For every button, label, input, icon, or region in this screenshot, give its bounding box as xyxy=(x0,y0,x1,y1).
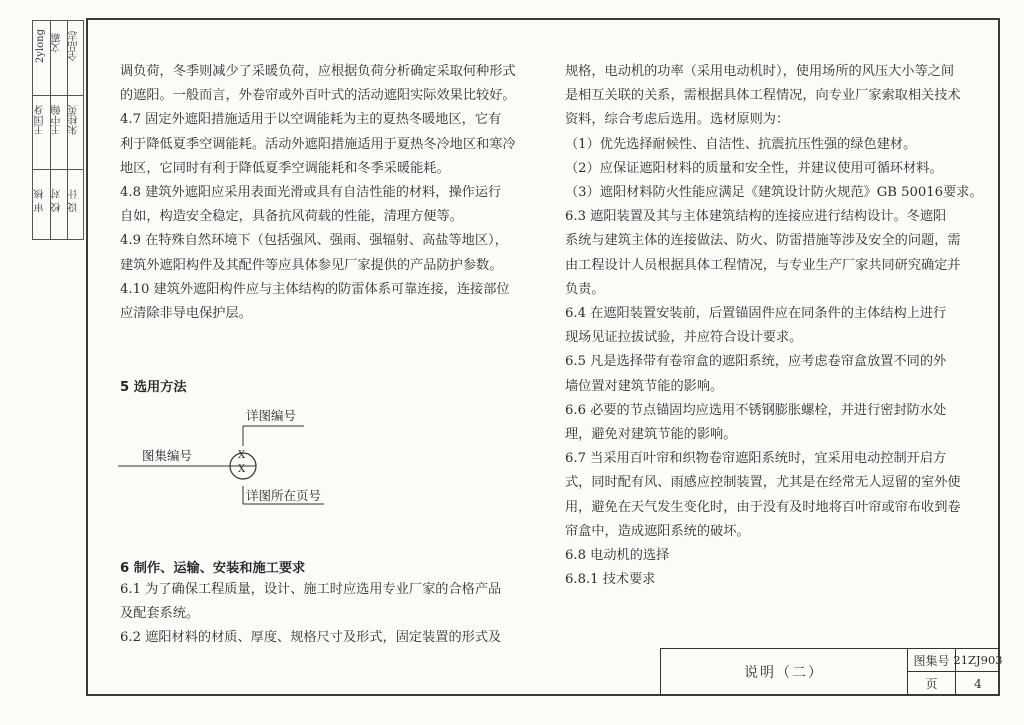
page-label: 页 xyxy=(908,672,956,695)
text-line: 应清除非导电保护层。 xyxy=(120,306,252,322)
text-line: 理，避免对建筑节能的影响。 xyxy=(565,427,737,443)
text-line: 6.8 电动机的选择 xyxy=(565,548,670,564)
text-line: 4.8 建筑外遮阳应采用表面光滑或具有自洁性能的材料，操作运行 xyxy=(120,185,502,201)
text-line: 式，同时配有风、雨感应控制装置，尤其是在经常无人逗留的室外使 xyxy=(565,475,961,491)
signature: 朱桂英 xyxy=(69,105,80,135)
page-number: 4 xyxy=(974,676,982,691)
text-line: 6.2 遮阳材料的材质、厚度、规格尺寸及形式，固定装置的形式及 xyxy=(120,630,502,646)
signature: 王中翰 xyxy=(52,105,63,135)
signature: 王国身 xyxy=(35,105,46,135)
signature: 文霸 xyxy=(52,33,63,53)
title-block-grid xyxy=(907,649,1003,695)
text-line: 6.3 遮阳装置及其与主体建筑结构的连接应进行结构设计。冬遮阳 xyxy=(565,209,947,225)
role-label: 设 计 xyxy=(69,189,80,213)
left-column-text-6 xyxy=(120,578,520,651)
text-line: 地区，它同时有利于降低夏季空调能耗和冬季采暖能耗。 xyxy=(120,160,450,176)
text-line: 及配套系统。 xyxy=(120,606,200,622)
atlas-number-label: 图集号 xyxy=(908,649,956,672)
role-label: 审 核 xyxy=(35,189,46,213)
title-block xyxy=(660,648,1003,696)
drawing-title: 说明（二） xyxy=(744,665,824,681)
text-line: 6.1 为了确保工程质量，设计、施工时应选用专业厂家的合格产品 xyxy=(120,582,502,597)
text-line: 6.6 必要的节点锚固均应选用不锈钢膨胀螺栓，并进行密封防水处 xyxy=(565,402,947,418)
text-line: （3）遮阳材料防火性能应满足《建筑设计防火规范》GB 50016要求。 xyxy=(565,185,983,201)
atlas-number-label: 图集编号 xyxy=(142,448,193,463)
page-location-label: 详图所在页号 xyxy=(246,488,322,503)
right-column-text xyxy=(565,60,983,592)
text-line: 负责。 xyxy=(565,281,605,297)
text-line: （1）优先选择耐候性、自洁性、抗震抗压性强的绿色建材。 xyxy=(565,136,917,152)
text-line: 6.5 凡是选择带有卷帘盒的遮阳系统，应考虑卷帘盒放置不同的外 xyxy=(565,354,947,370)
text-line: 4.7 固定外遮阳措施适用于以空调能耗为主的夏热冬暖地区，它有 xyxy=(120,112,502,128)
signature: 2ylong xyxy=(35,29,46,64)
index-symbol-diagram xyxy=(118,400,358,520)
left-column-text xyxy=(120,60,520,326)
signature-column xyxy=(32,20,84,240)
text-line: 自如，构造安全稳定，具备抗风荷载的性能，清理方便等。 xyxy=(120,209,463,225)
text-line: 6.4 在遮阳装置安装前，后置锚固件应在同条件的主体结构上进行 xyxy=(565,306,947,322)
text-line: 用，避免在天气发生变化时，由于没有及时地将百叶帘或帘布收到卷 xyxy=(565,499,961,515)
text-line: 6.7 当采用百叶帘和织物卷帘遮阳系统时，宜采用电动控制开启方 xyxy=(565,451,947,467)
text-line: 利于降低夏季空调能耗。活动外遮阳措施适用于夏热冬冷地区和寒冷 xyxy=(120,136,516,152)
text-line: 资料，综合考虑后选用。选材原则为： xyxy=(565,112,790,128)
text-line: 规格，电动机的功率（采用电动机时），使用场所的风压大小等之间 xyxy=(565,64,955,79)
text-line: 帘盒中，造成遮阳系统的破坏。 xyxy=(565,523,750,539)
text-line: 4.10 建筑外遮阳构件应与主体结构的防雷体系可靠连接，连接部位 xyxy=(120,281,510,297)
symbol-bottom-x: X xyxy=(238,464,246,475)
detail-number-label: 详图编号 xyxy=(246,408,297,423)
signature: 全品志 xyxy=(69,31,80,61)
text-line: （2）应保证遮阳材料的质量和安全性，并建议使用可循环材料。 xyxy=(565,160,943,176)
atlas-number-value: 21ZJ903 xyxy=(956,649,1000,672)
text-line: 由工程设计人员根据具体工程情况，与专业生产厂家共同研究确定并 xyxy=(565,257,961,273)
text-line: 墙位置对建筑节能的影响。 xyxy=(565,378,724,394)
section-heading-6: 6 制作、运输、安装和施工要求 xyxy=(120,561,306,576)
text-line: 系统与建筑主体的连接做法、防火、防雷措施等涉及安全的问题，需 xyxy=(565,233,961,249)
symbol-top-x: X xyxy=(238,450,246,461)
section-heading-5: 5 选用方法 xyxy=(120,380,187,395)
role-label: 校 对 xyxy=(52,189,63,213)
text-line: 建筑外遮阳构件及其配件等应具体参见厂家提供的产品防护参数。 xyxy=(120,257,503,273)
text-line: 调负荷，冬季则减少了采暖负荷，应根据负荷分析确定采取何种形式 xyxy=(120,64,516,79)
text-line: 现场见证拉拔试验，并应符合设计要求。 xyxy=(565,330,803,346)
text-line: 4.9 在特殊自然环境下（包括强风、强雨、强辐射、高盐等地区）， xyxy=(120,233,508,249)
text-line: 的遮阳。一般而言，外卷帘或外百叶式的活动遮阳实际效果比较好。 xyxy=(120,88,516,104)
text-line: 是相互关联的关系，需根据具体工程情况，向专业厂家索取相关技术 xyxy=(565,88,961,104)
text-line: 6.8.1 技术要求 xyxy=(565,572,656,588)
